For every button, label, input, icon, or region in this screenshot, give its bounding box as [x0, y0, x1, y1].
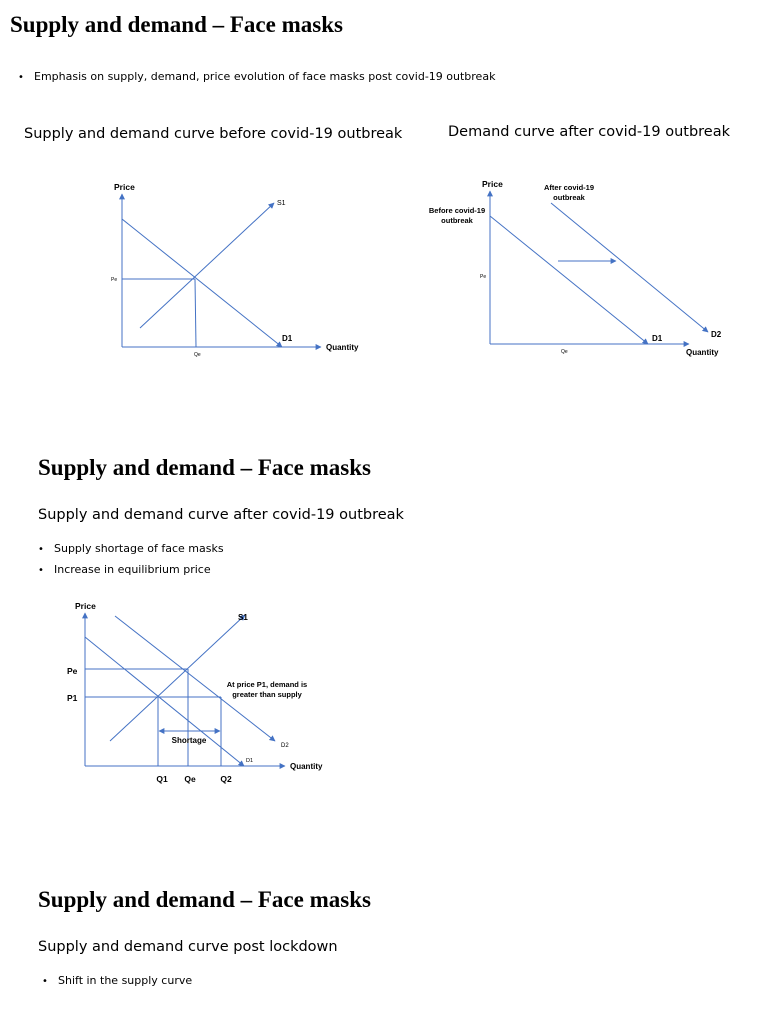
- slide1-bullet-text: Emphasis on supply, demand, price evolution of face masks post covid-19 outbreak: [34, 70, 496, 83]
- demand-label: D1: [282, 334, 293, 343]
- pe-label: Pe: [67, 666, 78, 676]
- slide1-bullet: • Emphasis on supply, demand, price evolution of face masks post covid-19 outbreak: [18, 70, 496, 83]
- slide3-bullet-text: Shift in the supply curve: [58, 974, 193, 987]
- slide2-title: Supply and demand – Face masks: [38, 455, 371, 480]
- after-covid-label-2: outbreak: [553, 193, 585, 202]
- before-covid-label-2: outbreak: [441, 216, 473, 225]
- slide3-heading: Supply and demand curve post lockdown: [38, 939, 338, 955]
- slide3-bullet: • Shift in the supply curve: [42, 974, 193, 987]
- quantity-axis-label-right: Quantity: [686, 348, 719, 357]
- price-axis-label-right: Price: [482, 179, 503, 189]
- p1-label: P1: [67, 693, 78, 703]
- supply-curve-s1: [110, 615, 245, 741]
- d2-label: D2: [711, 330, 722, 339]
- qe-label-right: Qe: [561, 349, 568, 355]
- q1-label: Q1: [156, 774, 168, 784]
- slide1-title: Supply and demand – Face masks: [10, 12, 343, 37]
- slide2-bullet-1-text: Supply shortage of face masks: [54, 542, 224, 555]
- quantity-axis-label: Quantity: [290, 762, 323, 771]
- price-axis-label: Price: [114, 182, 135, 192]
- before-covid-label-1: Before covid-19: [428, 206, 486, 215]
- pe-label-right: Pe: [480, 274, 487, 280]
- annotation-line-1: At price P1, demand is: [226, 680, 308, 689]
- quantity-axis-label: Quantity: [326, 343, 359, 352]
- slide1-right-heading: Demand curve after covid-19 outbreak: [448, 124, 730, 140]
- demand-curve-d2: [115, 616, 275, 741]
- slide2-bullet-1: • Supply shortage of face masks: [38, 542, 224, 555]
- q2-label: Q2: [220, 774, 232, 784]
- slide2-heading: Supply and demand curve after covid-19 outbreak: [38, 507, 404, 523]
- supply-label: S1: [238, 613, 248, 622]
- pe-label: Pe: [111, 277, 118, 283]
- shortage-label: Shortage: [171, 736, 207, 745]
- demand-curve-d1: [85, 637, 244, 766]
- qe-label: Qe: [194, 352, 201, 358]
- qe-label: Qe: [184, 774, 196, 784]
- slide2-bullet-2-text: Increase in equilibrium price: [54, 563, 211, 576]
- price-axis-label: Price: [75, 601, 96, 611]
- d2-label: D2: [281, 743, 289, 749]
- annotation-line-2: greater than supply: [232, 690, 302, 699]
- slide3-title: Supply and demand – Face masks: [38, 887, 371, 912]
- d1-label: D1: [246, 758, 254, 764]
- d1-label-right: D1: [652, 334, 663, 343]
- supply-label: S1: [277, 200, 286, 207]
- slide1-left-heading: Supply and demand curve before covid-19 outbreak: [24, 126, 403, 142]
- slide2-bullet-2: • Increase in equilibrium price: [38, 563, 211, 576]
- after-covid-label-1: After covid-19: [543, 183, 595, 192]
